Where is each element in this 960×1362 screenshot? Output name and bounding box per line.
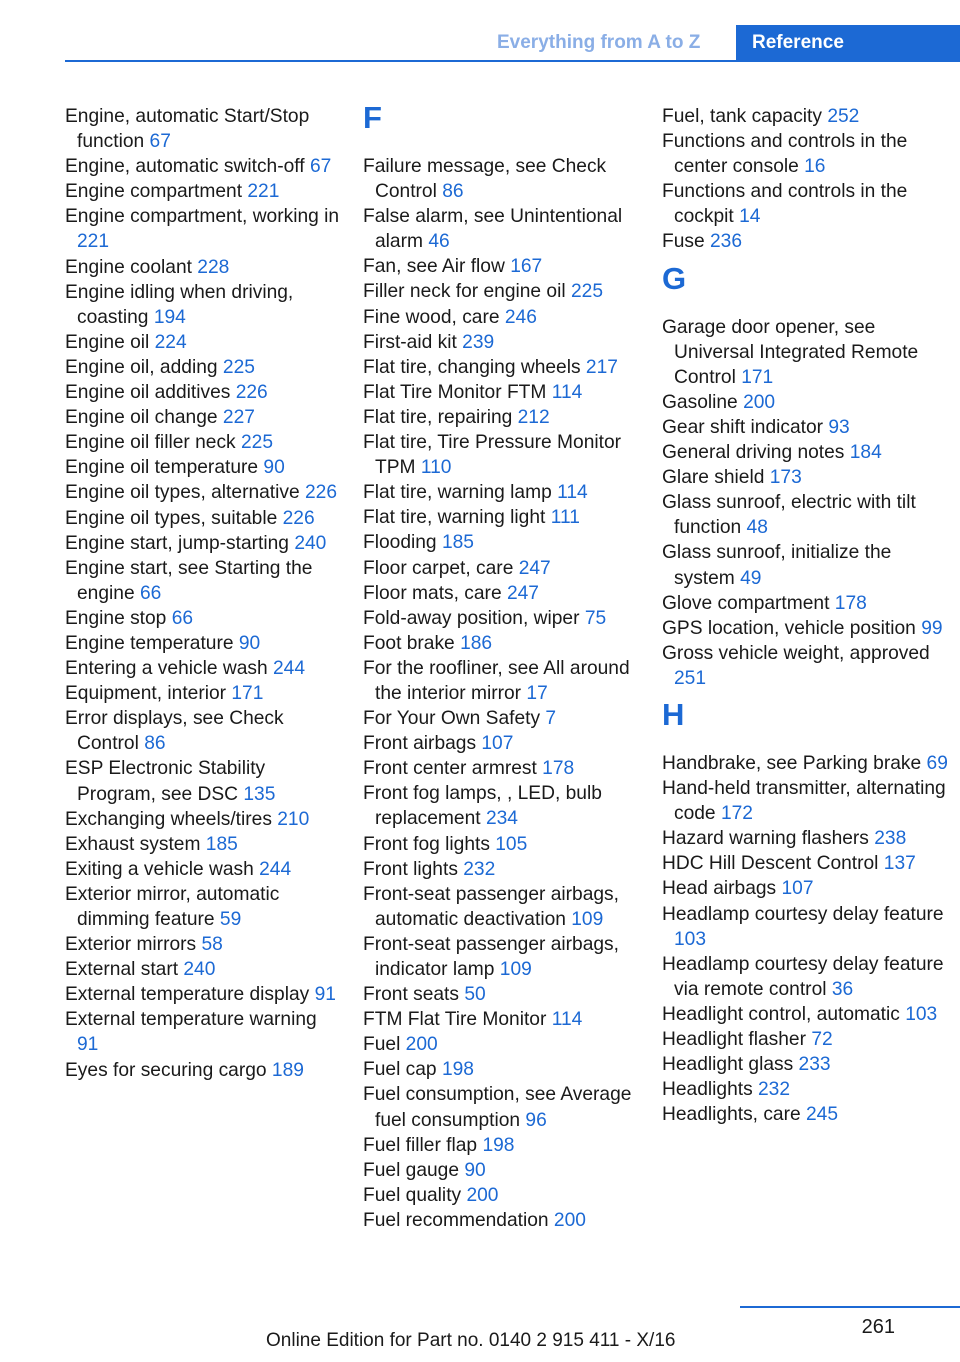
index-entry-text: Front-seat passenger airbags, automatic deactivation <box>363 883 619 930</box>
index-entry <box>363 1133 643 1158</box>
page-reference-link[interactable]: 198 <box>441 1059 474 1081</box>
index-entry <box>662 616 952 641</box>
page-reference-link[interactable]: 239 <box>462 331 495 353</box>
index-entry <box>363 480 643 505</box>
page-reference-link[interactable]: 244 <box>273 658 306 680</box>
index-entry-text: Engine, automatic Start/Stop function <box>65 106 310 153</box>
page-reference-link[interactable]: 14 <box>739 206 761 228</box>
page-reference-link[interactable]: 91 <box>77 1034 99 1056</box>
index-entry-text: Front seats <box>363 984 459 1006</box>
index-entry <box>662 1002 952 1027</box>
page-reference-link[interactable]: 86 <box>144 733 166 755</box>
index-entry <box>363 405 643 430</box>
page-reference-link[interactable]: 109 <box>499 959 532 980</box>
page-reference-link[interactable]: 221 <box>77 231 110 253</box>
index-entry-text: Flooding <box>363 532 437 554</box>
index-entry-text: Garage door opener, see Universal Integrated Remote Control <box>662 316 919 388</box>
index-entry-text: Exterior mirrors <box>65 934 197 956</box>
page-reference-link[interactable]: 109 <box>571 908 604 930</box>
page-reference-link[interactable]: 234 <box>485 808 518 830</box>
index-entry <box>65 706 340 756</box>
page-reference-link[interactable]: 225 <box>241 432 274 454</box>
index-letter-heading: H <box>662 696 685 732</box>
index-entry-text: Engine oil change <box>65 407 218 429</box>
index-entry <box>65 380 340 405</box>
page-reference-link[interactable]: 186 <box>460 632 493 654</box>
page-reference-link[interactable]: 200 <box>466 1184 499 1206</box>
page-reference-link[interactable]: 232 <box>758 1079 791 1101</box>
page-reference-link[interactable]: 69 <box>926 752 948 774</box>
page-reference-link[interactable]: 185 <box>205 833 238 855</box>
index-entry-text: External start <box>65 959 179 981</box>
index-entry-text: First-aid kit <box>363 331 457 353</box>
page-reference-link[interactable]: 232 <box>463 858 496 880</box>
index-entry-text: Front airbags <box>363 733 477 755</box>
page-reference-link[interactable]: 90 <box>263 457 285 479</box>
index-entry <box>662 465 952 490</box>
index-entry <box>662 751 952 776</box>
index-entry-text: Filler neck for engine oil <box>363 281 566 303</box>
index-entry-text: Glove compartment <box>662 592 830 614</box>
index-entry <box>65 430 340 455</box>
index-entry-text: Flat tire, repairing <box>363 406 513 428</box>
index-entry <box>65 807 340 832</box>
index-entry-text: HDC Hill Descent Control <box>662 853 879 875</box>
header-section-title: Everything from A to Z <box>497 32 701 53</box>
page-reference-link[interactable]: 103 <box>905 1003 938 1025</box>
index-entry <box>363 882 643 932</box>
index-entry-text: Engine idling when driving, coasting <box>65 281 294 328</box>
page-reference-link[interactable]: 48 <box>746 517 768 539</box>
index-entry <box>363 581 643 606</box>
page-reference-link[interactable]: 189 <box>271 1059 304 1081</box>
index-entry-text: Flat Tire Monitor FTM <box>363 381 547 403</box>
index-entry <box>363 731 643 756</box>
page-reference-link[interactable]: 172 <box>720 803 753 825</box>
page-reference-link[interactable]: 114 <box>557 482 588 504</box>
page-reference-link[interactable]: 93 <box>828 416 850 438</box>
page-reference-link[interactable]: 167 <box>510 256 543 278</box>
index-entry-text: Eyes for securing cargo <box>65 1059 267 1081</box>
page-reference-link[interactable]: 86 <box>442 181 464 203</box>
page-reference-link[interactable]: 90 <box>238 632 261 654</box>
index-entry <box>65 882 340 932</box>
index-entry-text: Gasoline <box>662 391 738 413</box>
index-entry-text: Glass sunroof, initialize the system <box>662 542 892 589</box>
index-letter-heading: F <box>363 100 382 135</box>
index-entry <box>65 255 340 280</box>
index-entry-text: Handbrake, see Parking brake <box>662 752 922 774</box>
index-entry-text: Front-seat passenger airbags, indicator lamp <box>363 933 619 980</box>
page-reference-link[interactable]: 221 <box>247 181 280 203</box>
index-entry-text: Fuel consumption, see Average fuel consumption <box>363 1084 632 1131</box>
index-entry-text: ESP Electronic Stability Program, see DSC <box>65 758 266 805</box>
index-entry <box>662 1027 952 1052</box>
page-reference-link[interactable]: 185 <box>441 532 474 554</box>
index-entry-text: Exiting a vehicle wash <box>65 858 254 880</box>
index-entry <box>65 330 340 355</box>
index-letter-heading: G <box>662 260 687 296</box>
index-entry-text: Engine stop <box>65 607 167 629</box>
page-reference-link[interactable]: 107 <box>481 733 514 755</box>
index-entry-text: Engine oil additives <box>65 382 231 404</box>
index-entry <box>363 706 643 731</box>
index-entry <box>363 1208 643 1233</box>
index-entry <box>363 505 643 530</box>
index-entry <box>363 982 643 1007</box>
page-reference-link[interactable]: 240 <box>183 959 216 981</box>
index-entry-text: Fuse <box>662 231 705 253</box>
index-entry-text: Front lights <box>363 858 458 880</box>
page-reference-link[interactable]: 49 <box>740 567 762 589</box>
index-entry-text: Fuel quality <box>363 1184 462 1206</box>
index-entry-text: Exterior mirror, automatic dimming feature <box>65 883 280 930</box>
index-entry <box>65 531 340 556</box>
edition-text: Online Edition for Part no. 0140 2 915 411 - X/16 <box>266 1330 676 1351</box>
index-entry-text: Glass sunroof, electric with tilt function <box>662 492 916 539</box>
index-entry <box>65 405 340 430</box>
index-entry <box>662 641 952 691</box>
index-entry <box>363 1032 643 1057</box>
index-entry-text: Functions and controls in the center console <box>662 131 908 178</box>
header-divider <box>65 60 960 62</box>
index-entry-text: Engine oil filler neck <box>65 432 236 454</box>
index-entry <box>65 280 340 330</box>
index-entry <box>363 355 643 380</box>
index-entry <box>363 606 643 631</box>
index-entry-text: Fuel, tank capacity <box>662 106 822 127</box>
index-entry <box>662 490 952 540</box>
index-entry <box>662 440 952 465</box>
header-tab-reference: Reference <box>736 25 960 62</box>
index-entry-text: Exchanging wheels/tires <box>65 808 272 830</box>
index-column-2 <box>363 100 643 1233</box>
index-entry-text: Floor carpet, care <box>363 557 514 579</box>
index-entry <box>662 315 952 390</box>
index-entry <box>65 857 340 882</box>
page-reference-link[interactable]: 225 <box>570 281 603 303</box>
page-reference-link[interactable]: 91 <box>314 984 336 1006</box>
page-reference-link[interactable]: 75 <box>584 607 607 629</box>
page-reference-link[interactable]: 90 <box>464 1159 486 1181</box>
index-entry-text: Engine oil temperature <box>65 457 259 479</box>
index-entry <box>65 355 340 380</box>
index-entry-text: Engine compartment <box>65 181 243 203</box>
index-entry <box>363 279 643 304</box>
index-entry <box>65 104 340 154</box>
index-entry-text: Front center armrest <box>363 758 537 780</box>
index-entry <box>363 756 643 781</box>
index-entry-text: Fuel cap <box>363 1059 437 1081</box>
index-entry-text: For the roofliner, see All around the interior mirror <box>363 657 630 704</box>
page-reference-link[interactable]: 225 <box>222 356 255 378</box>
page-reference-link[interactable]: 171 <box>231 683 264 705</box>
page-reference-link[interactable]: 110 <box>420 457 452 479</box>
index-entry-text: Front fog lamps, , LED, bulb replacement <box>363 783 602 830</box>
page-reference-link[interactable]: 72 <box>811 1029 833 1050</box>
index-entry <box>65 606 340 631</box>
index-entry <box>65 631 340 656</box>
index-entry-text: General driving notes <box>662 442 845 464</box>
page-reference-link[interactable]: 36 <box>831 978 854 1000</box>
page-reference-link[interactable]: 227 <box>222 407 255 429</box>
index-entry-text: Hand-held transmitter, alternating code <box>662 778 946 825</box>
index-entry <box>65 455 340 480</box>
index-entry <box>65 556 340 606</box>
page-reference-link[interactable]: 107 <box>781 878 814 900</box>
index-column-3 <box>662 104 952 1127</box>
index-entry-text: Engine temperature <box>65 632 234 654</box>
index-entry-text: Gross vehicle weight, approved <box>662 642 930 664</box>
page-reference-link[interactable]: 210 <box>277 808 310 830</box>
index-entry-text: For Your Own Safety <box>363 708 541 730</box>
footer-divider <box>740 1306 960 1308</box>
index-entry-text: Entering a vehicle wash <box>65 658 268 680</box>
page-reference-link[interactable]: 238 <box>874 828 907 850</box>
index-entry <box>363 154 643 204</box>
index-entry-text: Head airbags <box>662 878 777 900</box>
index-entry-text: External temperature warning <box>65 1009 317 1031</box>
index-entry <box>662 952 952 1002</box>
index-entry-text: Headlight glass <box>662 1054 794 1076</box>
index-entry <box>363 1158 643 1183</box>
index-entry-text: Flat tire, warning light <box>363 507 546 529</box>
index-entry <box>363 631 643 656</box>
index-entry-text: Fuel recommendation <box>363 1209 549 1231</box>
index-entry-text: Equipment, interior <box>65 683 227 705</box>
index-entry <box>65 154 340 179</box>
index-entry <box>363 556 643 581</box>
page-reference-link[interactable]: 111 <box>550 507 580 529</box>
index-entry <box>65 204 340 254</box>
page-reference-link[interactable]: 184 <box>849 442 882 464</box>
page-reference-link[interactable]: 251 <box>674 667 707 689</box>
index-entry <box>363 305 643 330</box>
page-number: 261 <box>861 1316 895 1338</box>
page-reference-link[interactable]: 194 <box>153 306 186 328</box>
index-entry-text: Floor mats, care <box>363 582 502 604</box>
index-entry <box>662 902 952 952</box>
page-reference-link[interactable]: 226 <box>305 482 338 504</box>
page-reference-link[interactable]: 212 <box>517 406 550 428</box>
index-entry <box>662 415 952 440</box>
index-entry <box>662 129 952 179</box>
index-entry-text: External temperature display <box>65 984 310 1006</box>
page-reference-link[interactable]: 17 <box>526 682 548 704</box>
index-entry <box>363 1057 643 1082</box>
page-reference-link[interactable]: 67 <box>309 156 332 178</box>
page-reference-link[interactable]: 226 <box>235 382 268 404</box>
page-reference-link[interactable]: 217 <box>585 356 618 378</box>
page-reference-link[interactable]: 246 <box>504 306 537 328</box>
index-entry <box>363 656 643 706</box>
index-entry <box>662 591 952 616</box>
index-entry-text: Engine coolant <box>65 256 192 278</box>
page-reference-link[interactable]: 99 <box>921 617 943 639</box>
page-reference-link[interactable]: 46 <box>428 231 450 253</box>
index-entry-text: Flat tire, changing wheels <box>363 356 581 378</box>
page-reference-link[interactable]: 226 <box>282 507 315 529</box>
index-entry <box>662 1077 952 1102</box>
page-reference-link[interactable]: 178 <box>542 758 575 780</box>
index-entry <box>363 1082 643 1132</box>
page-reference-link[interactable]: 245 <box>806 1104 839 1126</box>
page-reference-link[interactable]: 105 <box>495 833 528 855</box>
page-reference-link[interactable]: 247 <box>506 582 539 604</box>
index-entry-text: Failure message, see Check Control <box>363 156 607 203</box>
page-reference-link[interactable]: 200 <box>743 391 776 413</box>
index-column-1 <box>65 104 340 1083</box>
index-entry-text: Exhaust system <box>65 833 201 855</box>
index-entry-text: Hazard warning flashers <box>662 828 869 850</box>
index-entry-text: Flat tire, warning lamp <box>363 482 552 504</box>
index-entry <box>363 530 643 555</box>
index-entry <box>662 104 952 129</box>
page-reference-link[interactable]: 59 <box>219 909 242 930</box>
page-reference-link[interactable]: 173 <box>769 467 802 489</box>
index-entry <box>363 380 643 405</box>
page-reference-link[interactable]: 244 <box>259 858 292 880</box>
index-entry <box>65 1007 340 1057</box>
index-entry-text: Engine start, jump-starting <box>65 532 289 554</box>
index-entry <box>662 179 952 229</box>
index-entry <box>662 876 952 901</box>
index-entry <box>363 781 643 831</box>
index-entry-text: Engine start, see Starting the engine <box>65 557 313 604</box>
index-entry-text: Headlights <box>662 1079 753 1101</box>
page-reference-link[interactable]: 233 <box>798 1054 831 1076</box>
index-entry-text: Headlights, care <box>662 1104 801 1126</box>
page-reference-link[interactable]: 171 <box>741 366 774 388</box>
index-entry <box>662 776 952 826</box>
index-entry <box>65 982 340 1007</box>
index-entry <box>65 480 340 505</box>
index-entry <box>65 957 340 982</box>
page-reference-link[interactable]: 236 <box>710 231 743 253</box>
index-entry-text: Error displays, see Check Control <box>65 708 284 755</box>
index-entry <box>65 1058 340 1083</box>
index-entry <box>363 857 643 882</box>
page-reference-link[interactable]: 103 <box>674 928 707 950</box>
index-entry-text: Foot brake <box>363 632 455 654</box>
index-entry-text: Gear shift indicator <box>662 416 824 438</box>
page-reference-link[interactable]: 200 <box>405 1034 438 1056</box>
index-entry-text: Fuel <box>363 1034 401 1056</box>
index-entry <box>363 832 643 857</box>
page-reference-link[interactable]: 228 <box>197 256 230 278</box>
index-entry <box>662 826 952 851</box>
index-entry-text: Engine oil, adding <box>65 356 218 378</box>
index-entry <box>662 540 952 590</box>
index-entry <box>662 390 952 415</box>
index-entry <box>363 204 643 254</box>
index-entry <box>65 179 340 204</box>
page-reference-link[interactable]: 96 <box>525 1109 547 1131</box>
page-reference-link[interactable]: 178 <box>834 592 867 614</box>
index-entry-text: Engine, automatic switch-off <box>65 156 305 178</box>
page-reference-link[interactable]: 252 <box>827 106 860 127</box>
index-entry-text: Fold-away position, wiper <box>363 607 580 629</box>
index-entry <box>65 681 340 706</box>
index-entry-text: Headlamp courtesy delay feature via remote control <box>662 953 944 1000</box>
page-reference-link[interactable]: 66 <box>171 607 194 629</box>
index-entry-text: Headlight flasher <box>662 1029 806 1050</box>
page-reference-link[interactable]: 247 <box>518 557 551 579</box>
index-entry-text: Headlamp courtesy delay feature <box>662 903 944 925</box>
index-entry <box>662 1052 952 1077</box>
index-entry-text: Engine oil types, alternative <box>65 482 300 504</box>
index-entry <box>363 1007 643 1032</box>
index-entry-text: Engine oil types, suitable <box>65 507 278 529</box>
index-entry-text: Flat tire, Tire Pressure Monitor TPM <box>363 432 622 479</box>
index-entry-text: Fuel gauge <box>363 1159 460 1181</box>
index-entry-text: Fuel filler flap <box>363 1134 478 1156</box>
index-entry <box>65 506 340 531</box>
page-reference-link[interactable]: 198 <box>482 1134 515 1156</box>
index-entry-text: Front fog lights <box>363 833 490 855</box>
page-reference-link[interactable]: 224 <box>154 331 187 353</box>
page-reference-link[interactable]: 240 <box>294 532 327 554</box>
page-reference-link[interactable]: 135 <box>243 783 276 805</box>
page-reference-link[interactable]: 58 <box>201 934 223 956</box>
index-entry <box>662 1102 952 1127</box>
page-reference-link[interactable]: 16 <box>804 156 826 178</box>
index-entry-text: Headlight control, automatic <box>662 1003 900 1025</box>
index-entry-text: GPS location, vehicle position <box>662 617 916 639</box>
index-entry <box>65 756 340 806</box>
page-reference-link[interactable]: 200 <box>553 1209 586 1231</box>
index-entry <box>65 932 340 957</box>
index-entry-text: Engine oil <box>65 331 150 353</box>
index-entry-text: FTM Flat Tire Monitor <box>363 1009 547 1031</box>
index-entry <box>662 851 952 876</box>
index-entry <box>363 1183 643 1208</box>
index-entry <box>662 229 952 254</box>
index-entry <box>65 832 340 857</box>
page-reference-link[interactable]: 114 <box>551 381 583 403</box>
page-reference-link[interactable]: 66 <box>139 582 162 604</box>
index-entry-text: Glare shield <box>662 467 765 489</box>
index-entry-text: Functions and controls in the cockpit <box>662 181 908 228</box>
page-reference-link[interactable]: 67 <box>149 131 171 153</box>
index-entry-text: False alarm, see Unintentional alarm <box>363 206 623 253</box>
page-reference-link[interactable]: 114 <box>551 1009 583 1031</box>
page-reference-link[interactable]: 50 <box>464 984 486 1006</box>
index-entry <box>363 430 643 480</box>
index-entry-text: Fine wood, care <box>363 306 500 328</box>
page-reference-link[interactable]: 137 <box>883 853 916 875</box>
index-entry <box>363 330 643 355</box>
index-entry <box>363 254 643 279</box>
index-entry <box>65 656 340 681</box>
index-entry-text: Engine compartment, working in <box>65 206 340 228</box>
index-entry <box>363 932 643 982</box>
index-entry-text: Fan, see Air flow <box>363 256 505 278</box>
page-reference-link[interactable]: 7 <box>545 708 557 730</box>
